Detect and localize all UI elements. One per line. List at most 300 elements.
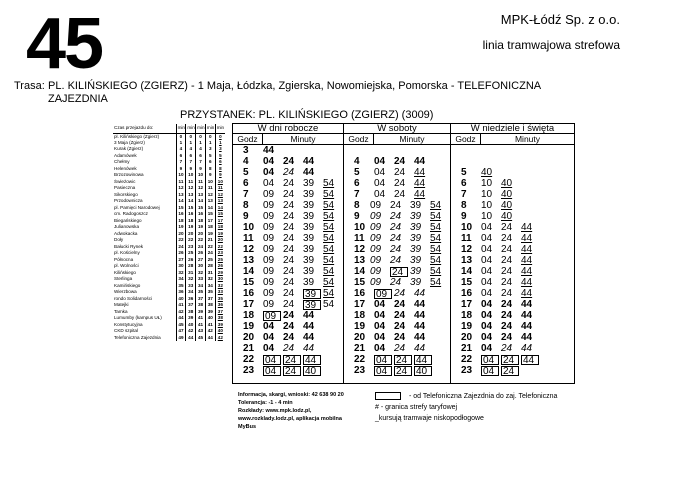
departure-minute: 44: [414, 287, 426, 299]
hour-row: [233, 244, 343, 255]
travel-time: 10: [186, 172, 196, 179]
stop-name: Konstytucyjna: [114, 321, 143, 327]
hour-row: [344, 321, 450, 332]
minutes-cell: [481, 223, 574, 233]
departure-minute: 04: [481, 331, 493, 343]
stop-name: pl. Wolności: [114, 263, 139, 269]
departure-minute: 24: [394, 298, 406, 310]
hour-cell: 8: [461, 200, 467, 211]
departure-minute: 44: [303, 355, 321, 365]
travel-time: 42: [176, 309, 186, 316]
departure-minute: 44: [303, 309, 315, 321]
travel-time: 39: [186, 315, 196, 322]
col-header: min: [176, 124, 186, 133]
departure-minute: 24: [394, 166, 406, 178]
travel-time: 10: [215, 179, 225, 186]
hour-row: [344, 255, 450, 266]
travel-time: 25: [205, 257, 215, 264]
travel-time: 28: [186, 263, 196, 270]
travel-time: 12: [176, 185, 186, 192]
hour-row: [233, 332, 343, 343]
travel-time: 11: [176, 179, 186, 186]
hour-row: [344, 288, 450, 299]
hour-row: [451, 211, 574, 222]
travel-time: 4: [186, 146, 196, 153]
stop-row: [113, 335, 225, 342]
travel-time: 20: [186, 231, 196, 238]
hour-cell: 9: [243, 211, 249, 222]
minutes-cell: [481, 289, 574, 299]
departure-minute: 54: [323, 254, 335, 266]
departure-minute: 09: [370, 265, 382, 277]
stop-name: Chełmy: [114, 159, 130, 165]
hour-row: [451, 200, 574, 211]
departure-minute: 44: [521, 355, 539, 365]
stops-header-row: [113, 124, 225, 133]
minutes-cell: [481, 168, 574, 178]
travel-time: 11: [196, 179, 206, 186]
travel-time: 25: [215, 257, 225, 264]
travel-time: 30: [196, 263, 206, 270]
minutes-cell: [481, 234, 574, 244]
travel-time: 22: [186, 237, 196, 244]
departure-minute: 09: [370, 276, 382, 288]
col-header: min: [215, 124, 225, 133]
hour-row: [344, 332, 450, 343]
departure-minute: 39: [303, 300, 321, 310]
departure-minute: 10: [481, 177, 493, 189]
minutes-cell: [481, 245, 574, 255]
travel-time: 41: [196, 322, 206, 329]
hour-row: [233, 200, 343, 211]
minutes-cell: [263, 212, 343, 222]
departure-minute: 39: [303, 289, 321, 299]
hour-row: [344, 156, 450, 167]
hour-cell: 11: [243, 233, 254, 244]
stop-name: Bałucki Rynek: [114, 243, 144, 249]
minutes-cell: [263, 256, 343, 266]
hour-cell: 4: [243, 156, 249, 167]
departure-minute: 24: [501, 287, 513, 299]
minutes-cell: [263, 179, 343, 189]
stops-travel-time-table: [113, 124, 225, 387]
minutes-cell: [263, 190, 343, 200]
departure-minute: 24: [390, 243, 402, 255]
legend-hash-text: # - granica strefy taryfowej: [375, 404, 458, 411]
hour-row: [344, 310, 450, 321]
departure-minute: 44: [414, 155, 426, 167]
hour-cell: 20: [461, 332, 473, 343]
departure-minute: 04: [263, 320, 275, 332]
travel-time: 9: [205, 172, 215, 179]
departure-minute: 40: [501, 199, 513, 211]
departure-minute: 04: [481, 243, 493, 255]
minutes-cell: [374, 190, 450, 200]
travel-time: 19: [196, 224, 206, 231]
company-name: MPK-Łódź Sp. z o.o.: [500, 12, 620, 27]
travel-time: 27: [196, 257, 206, 264]
minutes-cell: [370, 245, 450, 255]
travel-time: 6: [215, 159, 225, 166]
travel-time: 38: [196, 302, 206, 309]
travel-time: 13: [196, 192, 206, 199]
departure-minute: 04: [374, 188, 386, 200]
departure-minute: 24: [394, 342, 406, 354]
departure-minute: 04: [263, 366, 281, 376]
minutes-cell: [481, 267, 574, 277]
hour-cell: 22: [461, 354, 473, 365]
travel-time: 3: [205, 146, 215, 153]
travel-time: 43: [196, 328, 206, 335]
travel-time: 24: [176, 244, 186, 251]
hour-cell: 5: [461, 167, 467, 178]
travel-time: 29: [215, 270, 225, 277]
hour-cell: 7: [461, 189, 467, 200]
hour-row: [451, 244, 574, 255]
travel-time: 7: [186, 159, 196, 166]
departure-minute: 24: [283, 155, 295, 167]
departure-minute: 54: [430, 221, 442, 233]
departure-minute: 09: [370, 210, 382, 222]
line-number: 45: [26, 4, 103, 84]
departure-minute: 24: [390, 254, 402, 266]
hour-row: [451, 145, 574, 156]
minutes-cell: [263, 289, 343, 299]
minutes-cell: [481, 278, 574, 288]
departure-minute: 04: [374, 342, 386, 354]
hour-row: [344, 233, 450, 244]
departure-minute: 24: [283, 221, 295, 233]
departure-minute: 24: [283, 210, 295, 222]
hour-cell: 13: [243, 255, 255, 266]
departure-minute: 39: [303, 232, 315, 244]
departure-minute: 24: [283, 309, 295, 321]
departure-minute: 24: [390, 267, 408, 277]
departure-minute: 44: [414, 320, 426, 332]
travel-time: 15: [186, 205, 196, 212]
hour-row: [344, 365, 450, 376]
minutes-cell: [263, 157, 343, 167]
travel-time: 10: [196, 172, 206, 179]
departure-minute: 54: [323, 199, 335, 211]
travel-time: 37: [196, 296, 206, 303]
hour-cell: 20: [354, 332, 366, 343]
departure-minute: 09: [263, 298, 275, 310]
travel-time: 0: [196, 133, 206, 140]
travel-time: 16: [186, 211, 196, 218]
departure-minute: 04: [481, 254, 493, 266]
travel-time: 1: [196, 140, 206, 147]
departure-minute: 44: [414, 166, 426, 178]
hour-cell: 4: [354, 156, 360, 167]
departure-minute: 44: [303, 331, 315, 343]
hour-header: Godz: [451, 134, 481, 144]
departure-minute: 24: [501, 342, 513, 354]
departure-minute: 24: [394, 177, 406, 189]
info-line: www.rozklady.lodz.pl, aplikacja mobilna: [238, 416, 342, 422]
hour-row: [233, 167, 343, 178]
minutes-cell: [370, 256, 450, 266]
travel-time: 24: [196, 244, 206, 251]
travel-time: 18: [186, 218, 196, 225]
travel-time: 44: [186, 335, 196, 342]
route-label: Trasa:: [14, 80, 45, 92]
minutes-cell: [481, 355, 574, 365]
stop-name: pl. Kościelny: [114, 250, 140, 256]
travel-time: 6: [205, 159, 215, 166]
minutes-cell: [263, 267, 343, 277]
travel-time: 30: [215, 276, 225, 283]
travel-time: 12: [215, 192, 225, 199]
hour-cell: 19: [354, 321, 366, 332]
travel-time: 38: [186, 309, 196, 316]
departure-minute: 39: [303, 210, 315, 222]
section-subheader: [344, 134, 450, 145]
departure-minute: 44: [303, 320, 315, 332]
info-line: Rozkłady: www.mpk.lodz.pl,: [238, 408, 312, 414]
departure-minute: 24: [394, 366, 412, 376]
departure-minute: 04: [263, 177, 275, 189]
hour-cell: 15: [243, 277, 255, 288]
hour-cell: 9: [354, 211, 360, 222]
minutes-cell: [481, 190, 574, 200]
hour-row: [344, 167, 450, 178]
departure-minute: 44: [521, 265, 533, 277]
hour-cell: 8: [354, 200, 360, 211]
travel-time: 22: [215, 244, 225, 251]
legend-box-text: - od Telefoniczna Zajezdnia do zaj. Telefoniczna: [409, 393, 558, 400]
hour-row: [344, 266, 450, 277]
departure-minute: 44: [414, 331, 426, 343]
hour-cell: 18: [461, 310, 473, 321]
stop-name: Doły: [114, 237, 124, 243]
travel-time: 40: [186, 322, 196, 329]
minutes-cell: [481, 311, 574, 321]
hour-cell: 11: [461, 233, 472, 244]
hour-row: [451, 310, 574, 321]
minutes-cell: [481, 256, 574, 266]
travel-time: 18: [176, 218, 186, 225]
section-title: W dni robocze: [233, 124, 343, 134]
hour-row: [451, 299, 574, 310]
departure-minute: 44: [521, 276, 533, 288]
departure-minute: 24: [501, 320, 513, 332]
travel-time: 14: [176, 198, 186, 205]
travel-time: 9: [176, 166, 186, 173]
stop-name: Kilińskiego: [114, 269, 136, 275]
departure-minute: 44: [414, 188, 426, 200]
departure-minute: 04: [481, 355, 499, 365]
minutes-cell: [374, 355, 450, 365]
minutes-cell: [374, 168, 450, 178]
departure-minute: 54: [323, 276, 335, 288]
departure-minute: 24: [283, 287, 295, 299]
departure-minute: 44: [414, 298, 426, 310]
travel-time: 13: [205, 198, 215, 205]
hour-row: [233, 266, 343, 277]
hour-row: [344, 189, 450, 200]
departure-minute: 09: [263, 254, 275, 266]
travel-time: 42: [205, 328, 215, 335]
minutes-cell: [263, 146, 343, 156]
departure-minute: 04: [263, 355, 281, 365]
travel-time: 5: [215, 153, 225, 160]
departure-minute: 04: [481, 287, 493, 299]
departure-minute: 24: [283, 254, 295, 266]
travel-time: 40: [215, 328, 225, 335]
travel-time: 23: [215, 250, 225, 257]
hour-cell: 22: [354, 354, 366, 365]
stop-name: Przodownicza: [114, 198, 143, 204]
departure-minute: 24: [394, 287, 406, 299]
travel-time: 15: [176, 205, 186, 212]
departure-minute: 09: [263, 265, 275, 277]
travel-time: 0: [205, 133, 215, 140]
route-text-line2: ZAJEZDNIA: [48, 93, 108, 105]
departure-minute: 24: [283, 232, 295, 244]
minutes-cell: [374, 300, 450, 310]
travel-time: 18: [205, 224, 215, 231]
hour-row: [233, 310, 343, 321]
line-type: linia tramwajowa strefowa: [482, 38, 620, 52]
travel-time: 32: [186, 276, 196, 283]
minutes-cell: [374, 366, 450, 376]
minutes-cell: [370, 212, 450, 222]
minutes-cell: [374, 157, 450, 167]
hour-cell: 14: [461, 266, 473, 277]
departure-minute: 04: [263, 166, 275, 178]
travel-time: 39: [215, 322, 225, 329]
departure-minute: 24: [390, 276, 402, 288]
travel-time: 18: [215, 224, 225, 231]
minutes-cell: [481, 322, 574, 332]
minutes-cell: [481, 201, 574, 211]
travel-time: 1: [205, 140, 215, 147]
minutes-cell: [374, 333, 450, 343]
travel-time: 11: [215, 185, 225, 192]
hour-cell: 9: [461, 211, 467, 222]
travel-time: 44: [176, 315, 186, 322]
stop-name: Sikorskiego: [114, 191, 138, 197]
travel-time: 8: [205, 166, 215, 173]
departure-minute: 24: [283, 166, 295, 178]
departure-minute: 09: [370, 232, 382, 244]
travel-time: 45: [176, 322, 186, 329]
section-title: W niedziele i święta: [451, 124, 574, 134]
departure-minute: 24: [501, 276, 513, 288]
minutes-cell: [374, 311, 450, 321]
stop-name: Sterlinga: [114, 276, 133, 282]
travel-time: 23: [186, 244, 196, 251]
minutes-cell: [370, 201, 450, 211]
travel-time: 25: [186, 250, 196, 257]
hour-row: [451, 266, 574, 277]
travel-time: 1: [215, 140, 225, 147]
travel-time: 16: [196, 211, 206, 218]
departure-minute: 09: [263, 221, 275, 233]
stop-name: pl. Kilińskiego (Zgierz): [114, 133, 160, 139]
hour-row: [344, 244, 450, 255]
departure-minute: 24: [394, 155, 406, 167]
departure-minute: 39: [303, 254, 315, 266]
stop-name: Adamówek: [114, 152, 137, 158]
travel-time: 24: [205, 250, 215, 257]
travel-time: 14: [205, 205, 215, 212]
route-text-line1: PL. KILIŃSKIEGO (ZGIERZ) - 1 Maja, Łódzka, Zgierska, Nowomiejska, Pomorska - TELEFONICZNA: [48, 80, 542, 92]
travel-time: 19: [186, 224, 196, 231]
legend-underline-text: _kursują tramwaje niskopodłogowe: [375, 415, 484, 422]
travel-time: 11: [186, 179, 196, 186]
hour-cell: 8: [243, 200, 249, 211]
hour-row: [451, 332, 574, 343]
hour-cell: 19: [461, 321, 473, 332]
minutes-cell: [370, 278, 450, 288]
travel-time: 32: [196, 270, 206, 277]
hour-cell: 7: [243, 189, 249, 200]
departure-minute: 39: [410, 221, 422, 233]
travel-time: 32: [205, 276, 215, 283]
travel-time: 15: [215, 211, 225, 218]
departure-minute: 04: [374, 155, 386, 167]
departure-minute: 39: [410, 276, 422, 288]
departure-minute: 39: [303, 199, 315, 211]
hour-row: [451, 189, 574, 200]
minutes-cell: [370, 223, 450, 233]
hour-cell: 23: [243, 365, 255, 376]
departure-minute: 04: [481, 366, 499, 376]
departure-minute: 54: [430, 232, 442, 244]
hour-cell: 10: [243, 222, 255, 233]
travel-time: 36: [176, 289, 186, 296]
minutes-header: Minuty: [514, 134, 541, 144]
stop-name: Wierzbowa: [114, 289, 137, 295]
travel-time: 3: [215, 146, 225, 153]
departure-minute: 39: [410, 199, 422, 211]
hour-row: [233, 211, 343, 222]
hour-row: [451, 321, 574, 332]
info-line: Tolerancja: -1 - 4 min: [238, 400, 293, 406]
stop-name: Kurak (Zgierz): [114, 146, 144, 152]
departure-minute: 40: [501, 210, 513, 222]
departure-minute: 24: [283, 177, 295, 189]
hour-cell: 16: [461, 288, 473, 299]
hour-row: [344, 354, 450, 365]
departure-minute: 10: [481, 210, 493, 222]
minutes-header: Minuty: [399, 134, 425, 144]
travel-time: 7: [176, 159, 186, 166]
travel-time: 13: [176, 192, 186, 199]
travel-time: 35: [176, 283, 186, 290]
hour-cell: 10: [461, 222, 473, 233]
stop-name: Helenówek: [114, 165, 137, 171]
minutes-cell: [370, 234, 450, 244]
travel-time: 34: [186, 289, 196, 296]
section-subheader: [451, 134, 574, 145]
stop-name: Świeżowic: [114, 178, 136, 184]
travel-time: 12: [205, 192, 215, 199]
travel-time: 30: [176, 263, 186, 270]
departure-minute: 04: [481, 276, 493, 288]
travel-time: 0: [176, 133, 186, 140]
hour-cell: 10: [354, 222, 366, 233]
stop-title: PRZYSTANEK: PL. KILIŃSKIEGO (ZGIERZ) (3009): [180, 109, 434, 121]
departure-minute: 54: [430, 265, 442, 277]
stop-name: CKD szpital: [114, 328, 138, 334]
travel-time: 37: [205, 296, 215, 303]
travel-time: 10: [205, 179, 215, 186]
departure-minute: 09: [370, 199, 382, 211]
travel-time: 28: [205, 263, 215, 270]
